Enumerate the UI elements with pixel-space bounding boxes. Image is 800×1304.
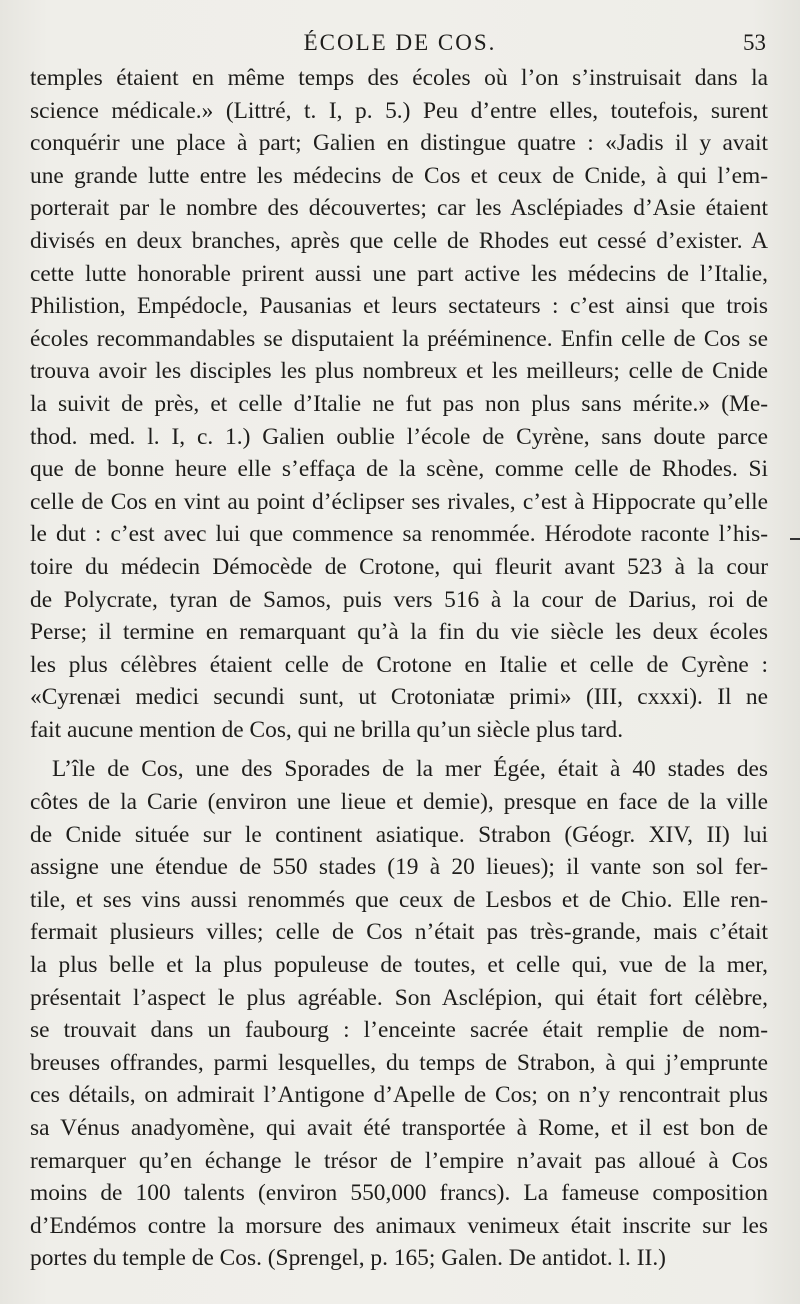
text-line: porterait par le nombre des découvertes; car les Asclépiades d’Asie étaient (30, 195, 768, 222)
text-line: portes du temple de Cos. (Sprengel, p. 165; Galen. De antidot. l. II.) (30, 1245, 666, 1272)
text-line: breuses offrandes, parmi lesquelles, du temps de Strabon, à qui j’emprunte (30, 1049, 768, 1076)
text-line: de Polycrate, tyran de Samos, puis vers 516 à la cour de Darius, roi de (30, 586, 768, 613)
text-line: toire du médecin Démocède de Crotone, qui fleurit avant 523 à la cour (30, 553, 768, 580)
text-line: thod. med. l. I, c. 1.) Galien oublie l’école de Cyrène, sans doute parce (30, 423, 768, 450)
text-line: remarquer qu’en échange le trésor de l’empire n’avait pas alloué à Cos (30, 1147, 768, 1174)
text-line: de Cnide située sur le continent asiatique. Strabon (Géogr. XIV, II) lui (30, 821, 768, 848)
paragraph-1 (30, 62, 768, 746)
text-line: fait aucune mention de Cos, qui ne brilla qu’un siècle plus tard. (30, 716, 624, 743)
page-body (30, 62, 768, 1275)
text-line: une grande lutte entre les médecins de Cos et ceux de Cnide, à qui l’em- (30, 162, 768, 189)
text-line: Philistion, Empédocle, Pausanias et leurs sectateurs : c’est ainsi que trois (30, 293, 768, 320)
paragraph-2 (30, 753, 768, 1275)
text-line: trouva avoir les disciples les plus nombreux et les meilleurs; celle de Cnide (30, 358, 768, 385)
margin-mark (790, 538, 800, 540)
text-line: divisés en deux branches, après que celle de Rhodes eut cessé d’exister. A (30, 227, 768, 254)
text-line: tile, et ses vins aussi renommés que ceux de Lesbos et de Chio. Elle ren- (30, 886, 768, 913)
running-title: ÉCOLE DE COS. (303, 30, 497, 55)
page-number: 53 (743, 30, 766, 55)
text-line: ces détails, on admirait l’Antigone d’Apelle de Cos; on n’y rencontrait plus (30, 1082, 768, 1109)
text-line: le dut : c’est avec lui que commence sa renommée. Hérodote raconte l’his- (30, 521, 768, 548)
text-line: écoles recommandables se disputaient la prééminence. Enfin celle de Cos se (30, 325, 768, 352)
text-line: fermait plusieurs villes; celle de Cos n’était pas très-grande, mais c’était (30, 919, 768, 946)
text-line: Perse; il termine en remarquant qu’à la fin du vie siècle les deux écoles (30, 619, 768, 646)
text-line: temples étaient en même temps des écoles où l’on s’instruisait dans la (30, 65, 768, 91)
text-line: «Cyrenæi medici secundi sunt, ut Crotoniatæ primi» (III, cxxxi). Il ne (30, 684, 768, 711)
text-line: d’Endémos contre la morsure des animaux venimeux était inscrite sur les (30, 1212, 768, 1239)
text-line: science médicale.» (Littré, t. I, p. 5.) Peu d’entre elles, toutefois, surent (30, 97, 768, 124)
text-line: assigne une étendue de 550 stades (19 à 20 lieues); il vante son sol fer- (30, 854, 768, 881)
text-line: la suivit de près, et celle d’Italie ne fut pas non plus sans mérite.» (Me- (30, 390, 768, 417)
text-line: que de bonne heure elle s’effaça de la scène, comme celle de Rhodes. Si (30, 456, 768, 483)
text-line: côtes de la Carie (environ une lieue et demie), presque en face de la ville (30, 789, 768, 816)
page-header (0, 30, 800, 60)
text-line: conquérir une place à part; Galien en distingue quatre : «Jadis il y avait (30, 130, 768, 157)
text-line: la plus belle et la plus populeuse de toutes, et celle qui, vue de la mer, (30, 952, 768, 979)
text-line: L’île de Cos, une des Sporades de la mer Égée, était à 40 stades des (52, 756, 768, 783)
text-line: cette lutte honorable prirent aussi une part active les médecins de l’Italie, (30, 260, 768, 287)
text-line: celle de Cos en vint au point d’éclipser ses rivales, c’est à Hippocrate qu’elle (30, 488, 768, 515)
text-line: se trouvait dans un faubourg : l’enceinte sacrée était remplie de nom- (30, 1017, 768, 1044)
text-line: présentait l’aspect le plus agréable. Son Asclépion, qui était fort célèbre, (30, 984, 768, 1011)
text-line: moins de 100 talents (environ 550,000 francs). La fameuse composition (30, 1180, 768, 1207)
text-line: sa Vénus anadyomène, qui avait été transportée à Rome, et il est bon de (30, 1115, 768, 1141)
text-line: les plus célèbres étaient celle de Crotone en Italie et celle de Cyrène : (30, 651, 768, 678)
